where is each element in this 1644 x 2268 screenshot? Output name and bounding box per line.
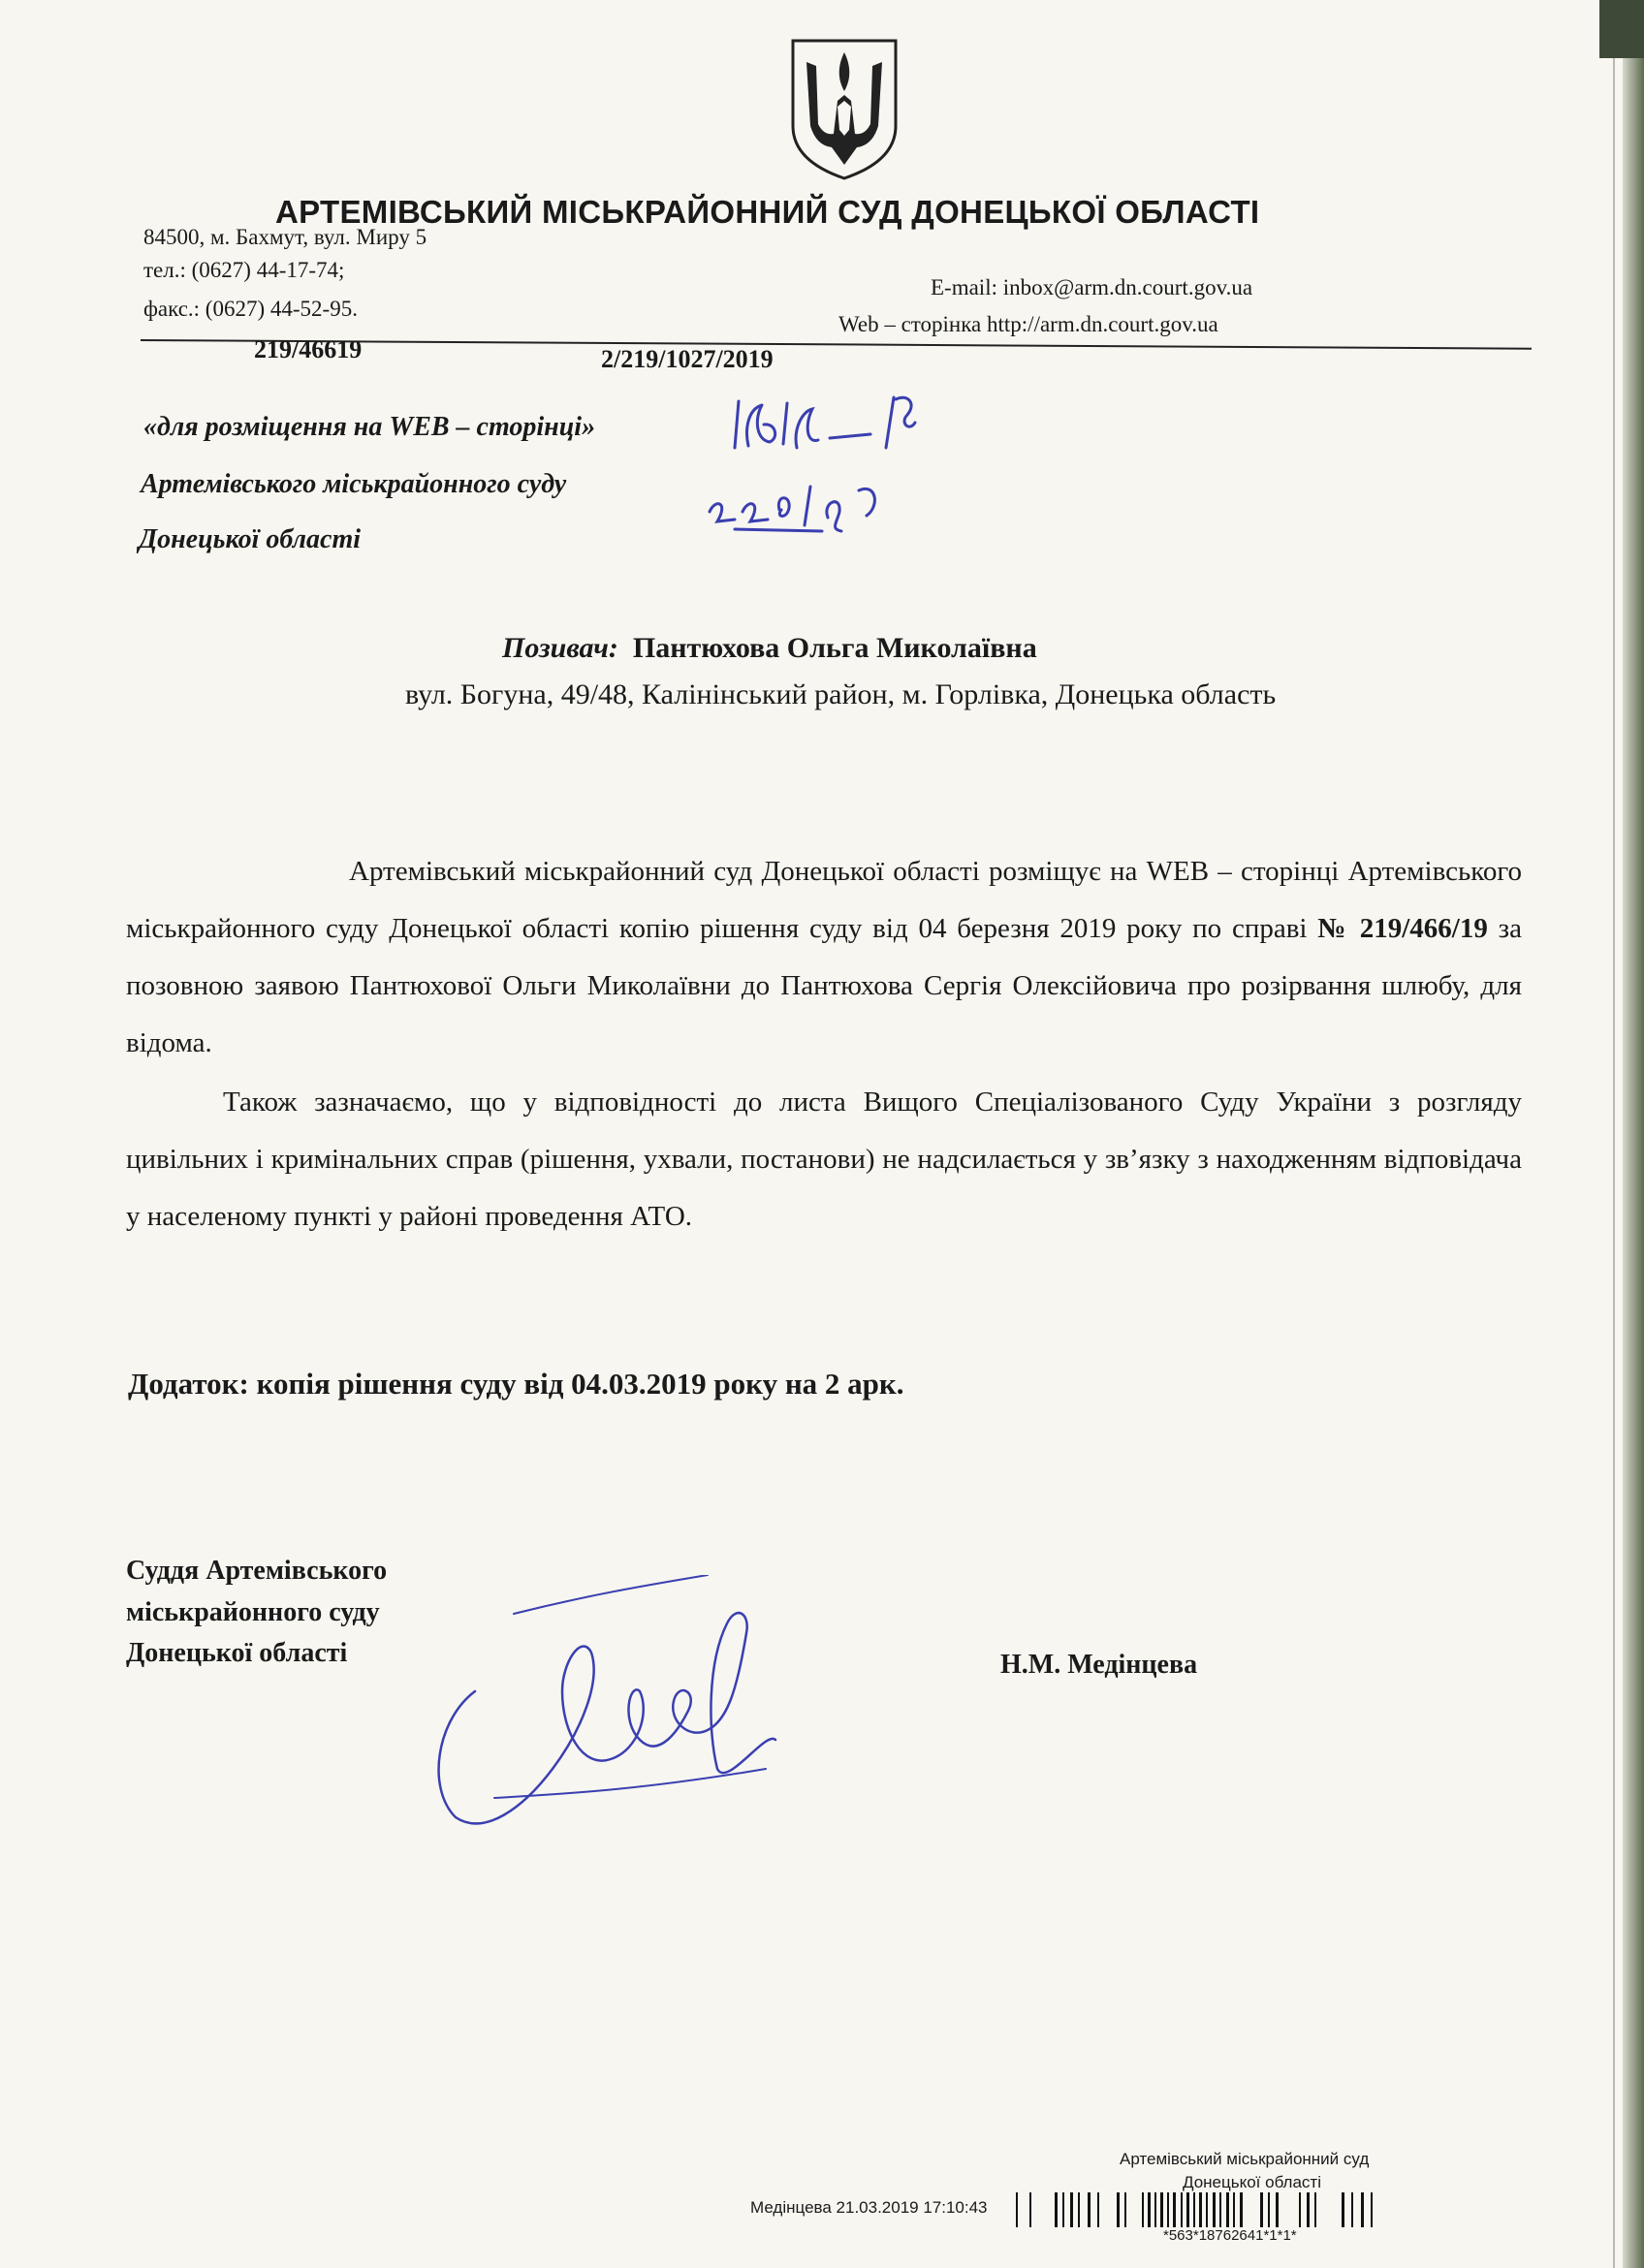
trident-emblem-icon [787,37,901,182]
registration-stamp [746,2142,1541,2249]
barcode-text: *563*18762641*1*1* [1163,2227,1297,2244]
letter-body [126,843,1522,1245]
handwritten-date [696,473,900,541]
notice-line-1: «для розміщення на WEB – сторінці» [143,412,596,442]
handwritten-registration-number [715,380,938,467]
signer-position-2: міськрайонного суду [126,1597,380,1627]
stamp-registration-info: Медінцева 21.03.2019 17:10:43 [750,2198,988,2217]
signer-position-1: Суддя Артемівського [126,1556,388,1586]
plaintiff-label: Позивач: [502,632,618,664]
plaintiff-name: Пантюхова Ольга Миколаївна [632,632,1037,664]
notice-line-3: Донецької області [139,524,362,554]
case-number: № 219/466/19 [1317,913,1488,944]
court-website: Web – сторінка http://arm.dn.court.gov.ua [838,312,1218,336]
court-phone: тел.: (0627) 44-17-74; [143,258,345,282]
plaintiff-address: вул. Богуна, 49/48, Калінінський район, м. Горлівка, Донецька область [405,678,1277,710]
signer-name: Н.М. Медінцева [1000,1650,1198,1680]
signer-position-3: Донецької області [126,1638,348,1668]
scan-corner [1599,0,1644,58]
body-paragraph-1-text: Артемівський міськрайонний суд Донецької області розміщує на WEB – сторінці Артемівського міськрайонного суду Донецької області копію рішення суду від 04 березня 2019 року по справі [126,856,1522,944]
barcode-icon [1016,2192,1501,2227]
outgoing-number: 219/46619 [254,335,363,363]
court-address: 84500, м. Бахмут, вул. Миру 5 [143,225,427,249]
court-fax: факс.: (0627) 44-52-95. [143,297,358,321]
court-email: E-mail: inbox@arm.dn.court.gov.ua [931,275,1253,299]
attachment-line: Додаток: копія рішення суду від 04.03.2019 року на 2 арк. [128,1367,904,1401]
signature-icon [417,1575,805,1856]
stamp-org-line-2: Донецької області [1183,2173,1321,2191]
body-paragraph-1-text-end: за позовною заявою Пантюхової Ольги Миколаївни до Пантюхова Сергія Олексійовича про розірвання шлюбу, для відома. [126,913,1522,1058]
scan-edge [1623,0,1644,2268]
case-registry-number: 2/219/1027/2019 [601,345,774,373]
scan-edge-line [1613,0,1615,2268]
plaintiff-line [502,632,1037,665]
stamp-org-line-1: Артемівський міськрайонний суд [1120,2150,1370,2168]
body-paragraph-1 [126,843,1522,1072]
notice-line-2: Артемівського міськрайонного суду [141,469,567,499]
body-paragraph-2: Також зазначаємо, що у відповідності до листа Вищого Спеціалізованого Суду України з розгляду цивільних і кримінальних справ (рішення, ухвали, постанови) не надсилається у зв’язку з находженням відповідача у населеному пункті у районі проведення АТО. [126,1087,1522,1232]
court-name: АРТЕМІВСЬКИЙ МІСЬКРАЙОННИЙ СУД ДОНЕЦЬКОЇ ОБЛАСТІ [275,194,1260,230]
